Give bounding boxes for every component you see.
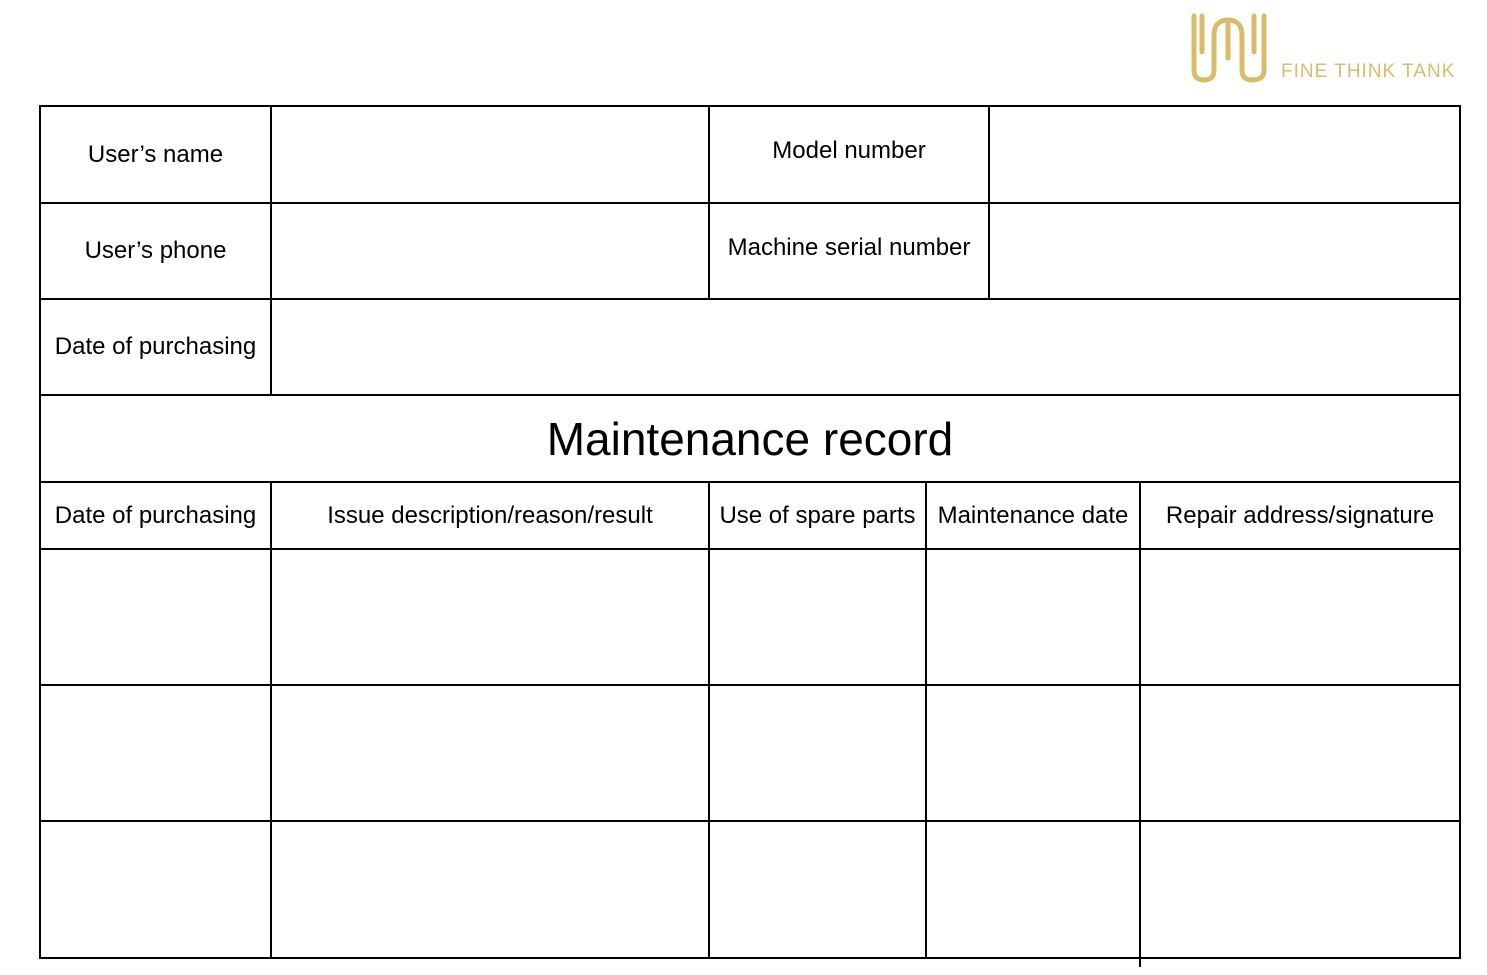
record-cell[interactable] bbox=[272, 686, 708, 820]
record-cell[interactable] bbox=[710, 822, 925, 957]
record-cell[interactable] bbox=[1141, 822, 1459, 957]
model-number-label: Model number bbox=[772, 136, 926, 164]
section-title: Maintenance record bbox=[546, 412, 954, 465]
column-header: Issue description/reason/result bbox=[327, 501, 653, 529]
ww-monogram-icon bbox=[1188, 12, 1270, 84]
column-header: Maintenance date bbox=[937, 501, 1129, 529]
model-number-field[interactable] bbox=[990, 107, 1459, 202]
users-phone-label: User’s phone bbox=[84, 237, 227, 264]
date-of-purchasing-label: Date of purchasing bbox=[54, 333, 257, 360]
brand-logo bbox=[1188, 12, 1468, 84]
record-cell[interactable] bbox=[710, 686, 925, 820]
record-cell[interactable] bbox=[41, 686, 270, 820]
serial-number-label: Machine serial number bbox=[727, 234, 971, 261]
record-cell[interactable] bbox=[927, 822, 1139, 957]
record-cell[interactable] bbox=[927, 550, 1139, 684]
record-cell[interactable] bbox=[41, 822, 270, 957]
record-cell[interactable] bbox=[272, 822, 708, 957]
users-name-field[interactable] bbox=[272, 107, 708, 202]
record-cell[interactable] bbox=[710, 550, 925, 684]
maintenance-form bbox=[39, 105, 1461, 959]
column-header: Use of spare parts bbox=[719, 501, 916, 529]
users-phone-field[interactable] bbox=[272, 204, 708, 298]
brand-name: FINE THINK TANK bbox=[1281, 61, 1456, 82]
record-cell[interactable] bbox=[927, 686, 1139, 820]
record-cell[interactable] bbox=[41, 550, 270, 684]
column-header: Date of purchasing bbox=[54, 501, 257, 529]
record-cell[interactable] bbox=[1141, 686, 1459, 820]
column-header: Repair address/signature bbox=[1165, 501, 1435, 529]
serial-number-field[interactable] bbox=[990, 204, 1459, 298]
users-name-label: User’s name bbox=[87, 140, 224, 168]
date-of-purchasing-field[interactable] bbox=[272, 300, 1459, 394]
record-cell[interactable] bbox=[1141, 550, 1459, 684]
record-cell[interactable] bbox=[272, 550, 708, 684]
